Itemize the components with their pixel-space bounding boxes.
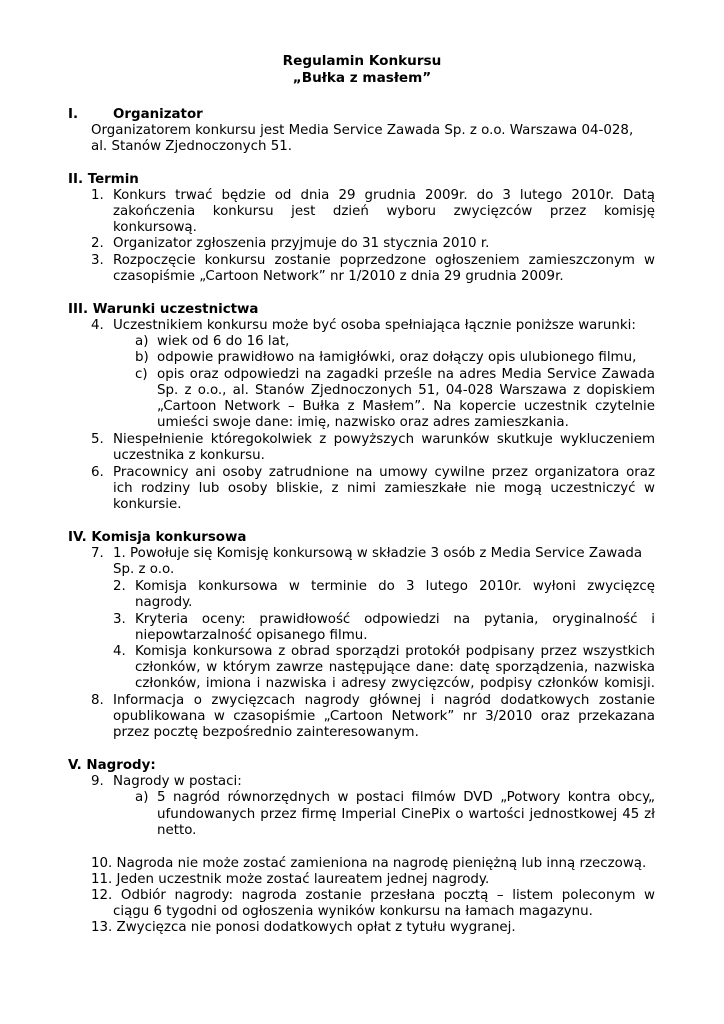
list-item-text: zakończenia konkursu jest dzień wyboru zwycięzców przez komisję	[113, 204, 655, 219]
list-item-text: Uczestnikiem konkursu może być osoba spełniająca łącznie poniższe warunki:	[113, 318, 636, 333]
list-item-text: konkursie.	[113, 497, 182, 512]
section-1-heading: Organizator	[113, 107, 203, 122]
list-item-number: 6.	[91, 465, 104, 480]
list-item-text: Rozpoczęcie konkursu zostanie poprzedzone ogłoszeniem zamieszczonym w	[113, 253, 655, 268]
list-item-text: konkursową.	[113, 220, 197, 235]
list-item-text: Niespełnienie któregokolwiek z powyższych warunków skutkuje wykluczeniem	[113, 432, 655, 447]
list-item-number: 1.	[91, 188, 104, 203]
list-item-text: Organizator zgłoszenia przyjmuje do 31 stycznia 2010 r.	[113, 236, 490, 251]
list-item-text: 13. Zwycięzca nie ponosi dodatkowych opłat z tytułu wygranej.	[91, 920, 516, 935]
sub-item-number: 2.	[113, 579, 126, 594]
list-item-number: 2.	[91, 236, 104, 251]
list-item-text: Konkurs trwać będzie od dnia 29 grudnia 2009r. do 3 lutego 2010r. Datą	[113, 188, 655, 203]
section-1-text-line: al. Stanów Zjednoczonych 51.	[91, 139, 292, 154]
list-item-text: Informacja o zwycięzcach nagrody głównej i nagród dodatkowych zostanie	[113, 693, 655, 708]
list-item-number: 8.	[91, 693, 104, 708]
list-item-text: uczestnika z konkursu.	[113, 448, 265, 463]
sub-item-number: 3.	[113, 612, 126, 627]
sub-item-text: „Cartoon Network – Bułka z Masłem”. Na kopercie uczestnik czytelnie	[157, 399, 655, 414]
sub-item-text: netto.	[157, 823, 197, 838]
sub-item-text: Sp. z o.o., al. Stanów Zjednoczonych 51, 04-028 Warszawa z dopiskiem	[157, 383, 655, 398]
sub-item-text: członków, w którym zawrze następujące dane: datę sporządzenia, nazwiska	[135, 660, 655, 675]
section-4-heading: IV. Komisja konkursowa	[68, 530, 247, 545]
list-item-text: 12. Odbiór nagrody: nagroda zostanie przesłana pocztą – listem poleconym w	[91, 888, 655, 903]
list-item-text: Sp. z o.o.	[113, 562, 175, 577]
list-item-text: przez pocztę bezpośrednio zainteresowanym.	[113, 725, 419, 740]
list-item-text: 1. Powołuje się Komisję konkursową w składzie 3 osób z Media Service Zawada	[113, 546, 643, 561]
sub-item-text: Komisja konkursowa w terminie do 3 lutego 2010r. wyłoni zwycięzcę	[135, 579, 655, 594]
section-3-heading: III. Warunki uczestnictwa	[68, 302, 259, 317]
sub-item-text: Kryteria oceny: prawidłowość odpowiedzi na pytania, oryginalność i	[135, 612, 655, 627]
section-1-number: I.	[68, 107, 79, 122]
document-subtitle: „Bułka z masłem”	[292, 70, 432, 86]
list-item-text: Nagrody w postaci:	[113, 774, 242, 789]
sub-item-text: niepowtarzalność opisanego filmu.	[135, 628, 368, 643]
list-item-text: czasopiśmie „Cartoon Network” nr 1/2010 z dnia 29 grudnia 2009r.	[113, 269, 564, 284]
sub-item-number: 4.	[113, 644, 126, 659]
list-item-text: opublikowana w czasopiśmie „Cartoon Network” nr 3/2010 oraz przekazana	[113, 709, 655, 724]
sub-item-text: opis oraz odpowiedzi na zagadki prześle na adres Media Service Zawada	[157, 367, 655, 382]
list-item-text: ich rodziny lub osoby bliskie, z nimi zamieszkałe nie mogą uczestniczyć w	[113, 481, 655, 496]
list-item-text: Pracownicy ani osoby zatrudnione na umowy cywilne przez organizatora oraz	[113, 465, 655, 480]
sub-item-letter: a)	[135, 790, 149, 805]
sub-item-text: odpowie prawidłowo na łamigłówki, oraz dołączy opis ulubionego filmu,	[157, 350, 637, 365]
sub-item-text: umieści swoje dane: imię, nazwisko oraz adres zamieszkania.	[157, 415, 569, 430]
list-item-number: 3.	[91, 253, 104, 268]
sub-item-letter: c)	[135, 367, 148, 382]
list-item-number: 7.	[91, 546, 104, 561]
sub-item-text: Komisja konkursowa z obrad sporządzi protokół podpisany przez wszystkich	[135, 644, 655, 659]
list-item-text: 11. Jeden uczestnik może zostać laureatem jednej nagrody.	[91, 872, 490, 887]
section-5-heading: V. Nagrody:	[68, 758, 156, 773]
sub-item-text: ufundowanych przez firmę Imperial CinePix o wartości jednostkowej 45 zł	[157, 807, 655, 822]
sub-item-text: 5 nagród równorzędnych w postaci filmów DVD „Potwory kontra obcy„	[157, 790, 655, 805]
section-1-text-line: Organizatorem konkursu jest Media Service Zawada Sp. z o.o. Warszawa 04-028,	[91, 123, 634, 138]
section-2-heading: II. Termin	[68, 172, 139, 187]
list-item-number: 5.	[91, 432, 104, 447]
sub-item-text: wiek od 6 do 16 lat,	[157, 334, 290, 349]
document-title: Regulamin Konkursu	[282, 53, 442, 69]
list-item-number: 9.	[91, 774, 104, 789]
list-item-number: 4.	[91, 318, 104, 333]
list-item-text: 10. Nagroda nie może zostać zamieniona na nagrodę pieniężną lub inną rzeczową.	[91, 856, 647, 871]
sub-item-letter: b)	[135, 350, 149, 365]
sub-item-text: nagrody.	[135, 595, 193, 610]
sub-item-text: członków, imiona i nazwiska i adresy zwycięzców, podpisy członków komisji.	[135, 676, 655, 691]
sub-item-letter: a)	[135, 334, 149, 349]
list-item-text: ciągu 6 tygodni od ogłoszenia wyników konkursu na łamach magazynu.	[113, 904, 593, 919]
